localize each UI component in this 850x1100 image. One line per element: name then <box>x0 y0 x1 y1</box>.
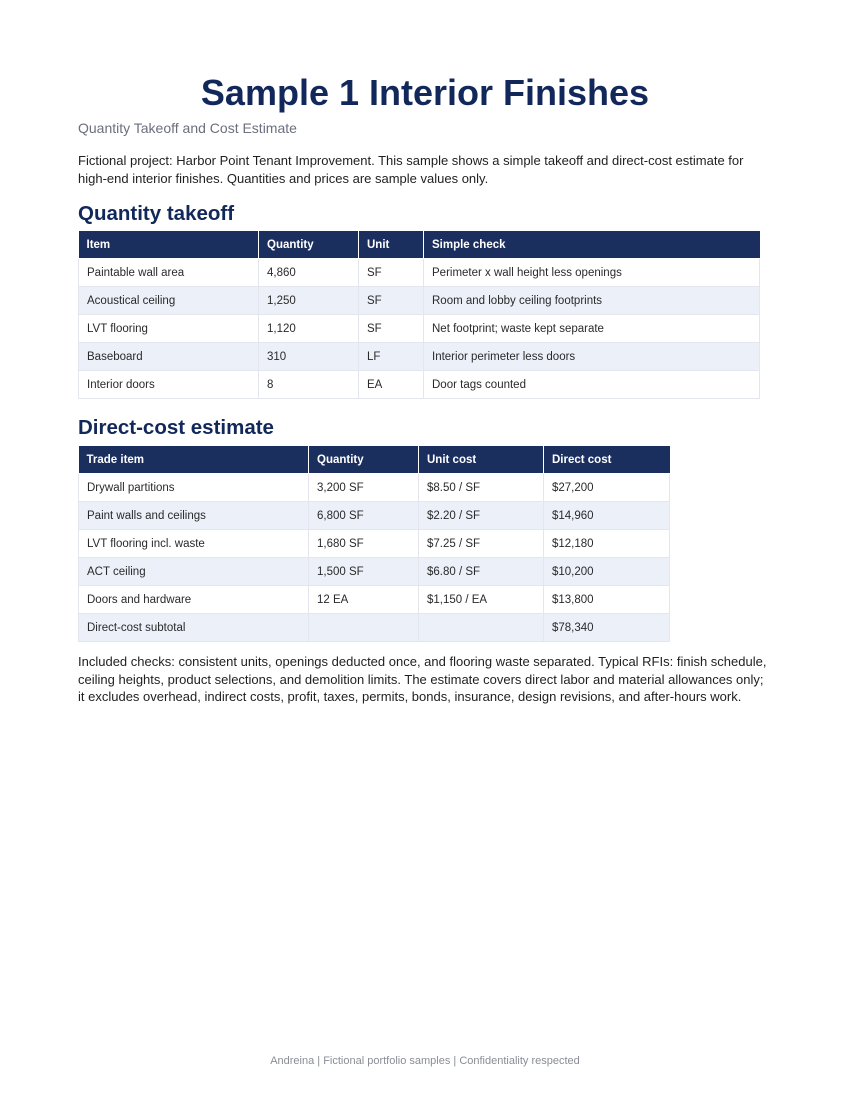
cell-quantity: 1,120 <box>259 315 359 343</box>
column-header-trade-item: Trade item <box>79 446 309 474</box>
cell-quantity: 12 EA <box>309 586 419 614</box>
estimate-table <box>78 446 670 642</box>
cell-unit-cost: $8.50 / SF <box>419 474 544 502</box>
cell-quantity: 6,800 SF <box>309 502 419 530</box>
cell-quantity: 310 <box>259 343 359 371</box>
intro-paragraph: Fictional project: Harbor Point Tenant Improvement. This sample shows a simple takeoff and direct-cost estimate for high-end interior finishes. Quantities and prices are sample values only. <box>78 153 744 186</box>
cell-direct-cost: $10,200 <box>544 558 670 586</box>
cell-unit-cost: $7.25 / SF <box>419 530 544 558</box>
column-header-quantity: Quantity <box>259 231 359 259</box>
table-row <box>79 474 670 502</box>
cell-direct-cost: $12,180 <box>544 530 670 558</box>
table-header-row <box>79 231 760 259</box>
cell-trade-item: ACT ceiling <box>79 558 309 586</box>
table-row <box>79 315 760 343</box>
cell-quantity: 1,250 <box>259 287 359 315</box>
cell-unit-cost: $1,150 / EA <box>419 586 544 614</box>
table-row <box>79 586 670 614</box>
column-header-unit: Unit <box>359 231 424 259</box>
notes-paragraph: Included checks: consistent units, openings deducted once, and flooring waste separated. Typical RFIs: finish schedule, ceiling heights, product selections, and demolition limits. The estimate covers direct labor and material allowances only; it excludes overhead, indirect costs, profit, taxes, permits, bonds, insurance, design revisions, and after-hours work. <box>78 654 767 704</box>
cell-direct-cost: $27,200 <box>544 474 670 502</box>
table-row <box>79 530 670 558</box>
table-row <box>79 371 760 399</box>
cell-item: Paintable wall area <box>79 259 259 287</box>
column-header-quantity: Quantity <box>309 446 419 474</box>
cell-item: LVT flooring <box>79 315 259 343</box>
cell-trade-item: Drywall partitions <box>79 474 309 502</box>
takeoff-heading: Quantity takeoff <box>78 202 235 225</box>
cell-unit: SF <box>359 287 424 315</box>
table-row <box>79 343 760 371</box>
column-header-direct-cost: Direct cost <box>544 446 670 474</box>
cell-unit-cost <box>419 614 544 642</box>
table-header-row <box>79 446 670 474</box>
cell-direct-cost: $78,340 <box>544 614 670 642</box>
estimate-heading: Direct-cost estimate <box>78 416 274 439</box>
cell-simple-check: Room and lobby ceiling footprints <box>424 287 760 315</box>
cell-quantity: 4,860 <box>259 259 359 287</box>
cell-trade-item: Direct-cost subtotal <box>79 614 309 642</box>
page-subtitle: Quantity Takeoff and Cost Estimate <box>78 120 297 136</box>
cell-direct-cost: $14,960 <box>544 502 670 530</box>
cell-simple-check: Interior perimeter less doors <box>424 343 760 371</box>
page-title: Sample 1 Interior Finishes <box>200 72 650 113</box>
takeoff-table <box>78 231 760 399</box>
cell-unit: SF <box>359 259 424 287</box>
cell-trade-item: Doors and hardware <box>79 586 309 614</box>
cell-unit-cost: $6.80 / SF <box>419 558 544 586</box>
cell-unit-cost: $2.20 / SF <box>419 502 544 530</box>
cell-unit: SF <box>359 315 424 343</box>
subtotal-row <box>79 614 670 642</box>
table-row <box>79 287 760 315</box>
cell-quantity: 1,500 SF <box>309 558 419 586</box>
cell-simple-check: Door tags counted <box>424 371 760 399</box>
cell-trade-item: Paint walls and ceilings <box>79 502 309 530</box>
cell-quantity: 8 <box>259 371 359 399</box>
table-row <box>79 502 670 530</box>
cell-direct-cost: $13,800 <box>544 586 670 614</box>
cell-quantity: 1,680 SF <box>309 530 419 558</box>
cell-quantity: 3,200 SF <box>309 474 419 502</box>
cell-item: Interior doors <box>79 371 259 399</box>
table-row <box>79 259 760 287</box>
cell-simple-check: Perimeter x wall height less openings <box>424 259 760 287</box>
cell-item: Acoustical ceiling <box>79 287 259 315</box>
cell-item: Baseboard <box>79 343 259 371</box>
column-header-unit-cost: Unit cost <box>419 446 544 474</box>
page-footer: Andreina | Fictional portfolio samples | Confidentiality respected <box>270 1055 580 1067</box>
table-row <box>79 558 670 586</box>
cell-quantity <box>309 614 419 642</box>
column-header-item: Item <box>79 231 259 259</box>
cell-trade-item: LVT flooring incl. waste <box>79 530 309 558</box>
cell-simple-check: Net footprint; waste kept separate <box>424 315 760 343</box>
column-header-simple-check: Simple check <box>424 231 760 259</box>
cell-unit: EA <box>359 371 424 399</box>
cell-unit: LF <box>359 343 424 371</box>
